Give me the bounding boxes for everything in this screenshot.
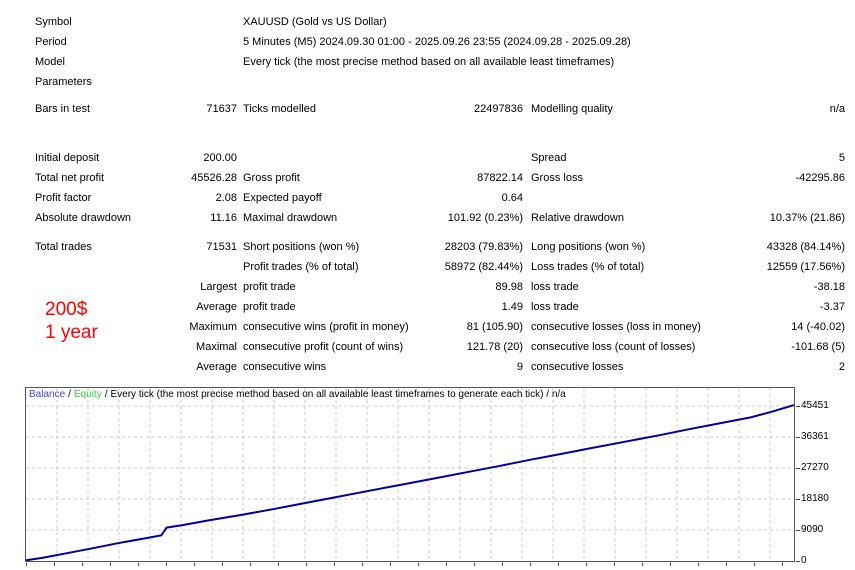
stat-label: Profit trades (% of total) xyxy=(243,261,359,273)
stat-value: 81 (105.90) xyxy=(466,321,523,333)
y-axis-tick xyxy=(796,561,800,562)
stat-value xyxy=(155,52,237,72)
stat-row xyxy=(35,52,845,72)
y-axis-label: 18180 xyxy=(801,493,829,504)
stat-label: profit trade xyxy=(243,281,296,293)
stat-value: -42295.86 xyxy=(795,172,845,184)
stat-label: consecutive wins (profit in money) xyxy=(243,321,409,333)
stat-value: 71637 xyxy=(206,103,237,115)
stat-label xyxy=(35,277,155,297)
stat-label: Ticks modelled xyxy=(243,103,316,115)
stat-label: Expected payoff xyxy=(243,192,322,204)
stat-value xyxy=(243,72,845,92)
stat-value: -3.37 xyxy=(819,301,845,313)
stat-value xyxy=(155,257,237,277)
stat-label xyxy=(35,257,155,277)
stat-row xyxy=(35,32,845,52)
stat-value xyxy=(155,72,237,92)
stat-label: Modelling quality xyxy=(531,103,613,115)
stat-label: Long positions (won %) xyxy=(531,241,646,253)
y-axis-tick xyxy=(796,406,800,407)
stat-value: 200.00 xyxy=(203,152,237,164)
stat-label: profit trade xyxy=(243,301,296,313)
stat-label xyxy=(531,188,746,208)
stat-value: 0.64 xyxy=(501,192,523,204)
stat-row xyxy=(35,72,845,92)
stat-row xyxy=(35,257,845,277)
stat-value: 5 Minutes (M5) 2024.09.30 01:00 - 2025.09.26 23:55 (2024.09.28 - 2025.09.28) xyxy=(243,36,631,48)
balance-line xyxy=(26,405,794,560)
stat-label: Gross loss xyxy=(531,172,583,184)
stat-label: Absolute drawdown xyxy=(35,212,132,224)
stat-row xyxy=(35,12,845,32)
stat-label: Maximal drawdown xyxy=(243,212,338,224)
stat-label: Bars in test xyxy=(35,103,91,115)
stat-value: 14 (-40.02) xyxy=(791,321,845,333)
stat-label: consecutive profit (count of wins) xyxy=(243,341,404,353)
deposit-note xyxy=(45,298,98,344)
y-axis-label: 0 xyxy=(801,555,807,566)
note-deposit: 200$ xyxy=(45,299,88,320)
stat-value: 43328 (84.14%) xyxy=(766,241,845,253)
stat-label: consecutive losses (loss in money) xyxy=(531,321,701,333)
legend-description: Every tick (the most precise method based on all available least timeframes to generate each tick) / n/a xyxy=(110,389,566,400)
stat-value: 12559 (17.56%) xyxy=(766,261,845,273)
stat-value: n/a xyxy=(829,103,845,115)
y-axis-label: 45451 xyxy=(801,400,829,411)
chart-legend xyxy=(29,389,566,401)
stats-table xyxy=(35,12,845,377)
stat-label: Spread xyxy=(531,152,567,164)
stat-value xyxy=(155,32,237,52)
stat-value xyxy=(746,188,845,208)
stat-value: 28203 (79.83%) xyxy=(444,241,523,253)
stat-value: 1.49 xyxy=(501,301,523,313)
stat-label: consecutive losses xyxy=(531,361,624,373)
y-axis-tick xyxy=(796,530,800,531)
stat-value: 101.92 (0.23%) xyxy=(447,212,523,224)
stat-value: 2 xyxy=(838,361,845,373)
stat-label: consecutive wins xyxy=(243,361,327,373)
stat-label: Parameters xyxy=(35,76,92,88)
y-axis-label: 27270 xyxy=(801,462,829,473)
stat-label: loss trade xyxy=(531,301,579,313)
stat-value: Average xyxy=(196,361,237,373)
stat-row xyxy=(35,317,845,337)
stat-value: 121.78 (20) xyxy=(466,341,523,353)
stat-value xyxy=(433,148,523,168)
legend-separator: / xyxy=(104,389,108,400)
stat-row xyxy=(35,357,845,377)
y-axis-label: 36361 xyxy=(801,431,829,442)
stat-label: Total trades xyxy=(35,241,92,253)
stat-value: Maximum xyxy=(189,321,237,333)
stat-value: Maximal xyxy=(196,341,237,353)
stat-label: Relative drawdown xyxy=(531,212,624,224)
stat-label: consecutive loss (count of losses) xyxy=(531,341,696,353)
stat-value: 45526.28 xyxy=(191,172,237,184)
stats-section-bars xyxy=(35,99,845,119)
stats-section-results xyxy=(35,148,845,228)
stat-value: 5 xyxy=(838,152,845,164)
stat-value: 22497836 xyxy=(474,103,523,115)
stat-value: 10.37% (21.86) xyxy=(769,212,845,224)
stat-value: 58972 (82.44%) xyxy=(444,261,523,273)
stat-label: Profit factor xyxy=(35,192,92,204)
stat-label: Gross profit xyxy=(243,172,300,184)
stat-value: 2.08 xyxy=(215,192,237,204)
stat-label xyxy=(35,357,155,377)
stat-value: 89.98 xyxy=(495,281,523,293)
legend-balance-label: Balance xyxy=(29,389,66,400)
y-axis-tick xyxy=(796,499,800,500)
stat-value: 71531 xyxy=(206,241,237,253)
y-axis-tick xyxy=(796,437,800,438)
stat-label: Total net profit xyxy=(35,172,105,184)
legend-separator: / xyxy=(68,389,71,400)
balance-curve-plot xyxy=(26,388,794,561)
y-axis-tick xyxy=(796,468,800,469)
stat-value xyxy=(155,12,237,32)
y-axis-label: 9090 xyxy=(801,524,824,535)
stat-row xyxy=(35,168,845,188)
legend-equity-label: Equity xyxy=(73,389,102,400)
stat-row xyxy=(35,148,845,168)
stat-value: Largest xyxy=(200,281,237,293)
stat-value: XAUUSD (Gold vs US Dollar) xyxy=(243,16,387,28)
stat-label: Model xyxy=(35,56,65,68)
stat-label: Period xyxy=(35,36,67,48)
stat-row xyxy=(35,188,845,208)
balance-chart xyxy=(25,387,795,562)
stat-row xyxy=(35,237,845,257)
stat-label: Initial deposit xyxy=(35,152,100,164)
stat-value: 87822.14 xyxy=(477,172,523,184)
stat-value: -101.68 (5) xyxy=(791,341,845,353)
stat-value: -38.18 xyxy=(813,281,845,293)
x-axis-ticks xyxy=(26,563,794,566)
stat-value: 11.16 xyxy=(210,212,237,224)
stat-value: 9 xyxy=(516,361,523,373)
stats-section-trades xyxy=(35,237,845,377)
stat-value: Every tick (the most precise method based on all available least timeframes) xyxy=(243,56,615,68)
note-duration: 1 year xyxy=(45,322,98,343)
stat-label xyxy=(243,148,433,168)
stat-label: Loss trades (% of total) xyxy=(531,261,645,273)
stat-row xyxy=(35,208,845,228)
stat-label: Short positions (won %) xyxy=(243,241,360,253)
stat-row xyxy=(35,297,845,317)
stat-label: Symbol xyxy=(35,16,72,28)
stat-label: loss trade xyxy=(531,281,579,293)
stat-row xyxy=(35,337,845,357)
stat-value: Average xyxy=(196,301,237,313)
stats-section-identity xyxy=(35,12,845,92)
stat-row xyxy=(35,99,845,119)
stat-row xyxy=(35,277,845,297)
